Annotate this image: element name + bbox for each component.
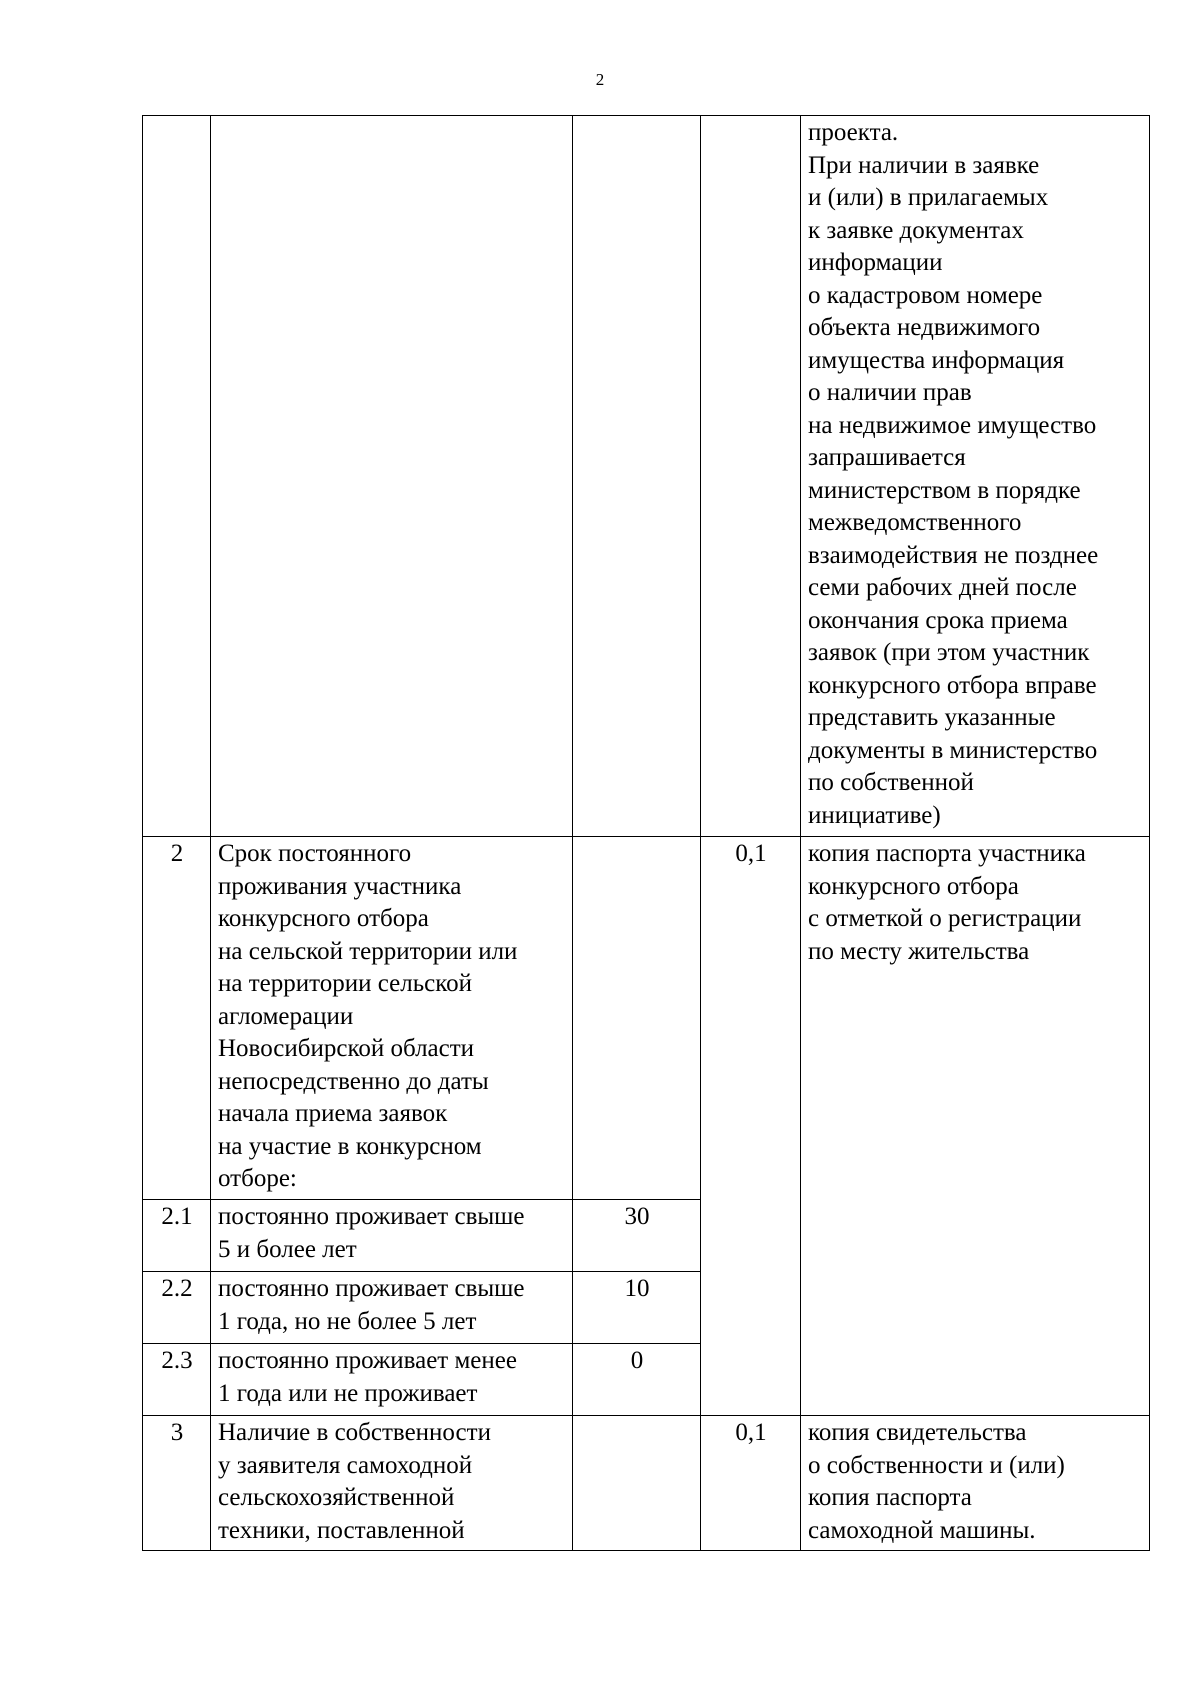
- number-cell: [143, 116, 211, 837]
- points-cell: [573, 116, 701, 837]
- subrow-points: 30: [573, 1200, 701, 1272]
- page-number: 2: [595, 70, 605, 89]
- subrow-number: 2.1: [143, 1200, 211, 1272]
- points-cell: [573, 1416, 701, 1551]
- documents-cell: проекта. При наличии в заявке и (или) в прилагаемых к заявке документах информации о кадастровом номере объекта недвижимого имущества информация о наличии прав на недвижимое имущество запрашивается министерством в порядке межведомственного взаимодействия не позднее семи рабочих дней после окончания срока приема заявок (при этом участник конкурсного отбора вправе представить указанные документы в министерство по собственной инициативе): [801, 116, 1150, 837]
- criterion-cell: [211, 116, 573, 837]
- weight-cell: [701, 116, 801, 837]
- row-number: 3: [143, 1416, 211, 1551]
- weight-value: 0,1: [701, 837, 801, 1416]
- subrow-number: 2.3: [143, 1344, 211, 1416]
- points-cell: [573, 837, 701, 1200]
- row-number: 2: [143, 837, 211, 1200]
- table-row-2: [143, 837, 1150, 1200]
- subrow-points: 10: [573, 1272, 701, 1344]
- subrow-points: 0: [573, 1344, 701, 1416]
- subrow-text: постоянно проживает менее 1 года или не проживает: [211, 1344, 573, 1416]
- criterion-text: Наличие в собственности у заявителя самоходной сельскохозяйственной техники, поставленной: [211, 1416, 573, 1551]
- weight-value: 0,1: [701, 1416, 801, 1551]
- table-row-3: [143, 1416, 1150, 1551]
- documents-text: копия паспорта участника конкурсного отбора с отметкой о регистрации по месту жительства: [801, 837, 1150, 1416]
- subrow-text: постоянно проживает свыше 1 года, но не более 5 лет: [211, 1272, 573, 1344]
- subrow-number: 2.2: [143, 1272, 211, 1344]
- criteria-table: [142, 115, 1150, 1551]
- table-row-continuation: [143, 116, 1150, 837]
- criterion-text: Срок постоянного проживания участника конкурсного отбора на сельской территории или на территории сельской агломерации Новосибирской области непосредственно до даты начала приема заявок на участие в конкурсном отборе:: [211, 837, 573, 1200]
- documents-text: копия свидетельства о собственности и (или) копия паспорта самоходной машины.: [801, 1416, 1150, 1551]
- subrow-text: постоянно проживает свыше 5 и более лет: [211, 1200, 573, 1272]
